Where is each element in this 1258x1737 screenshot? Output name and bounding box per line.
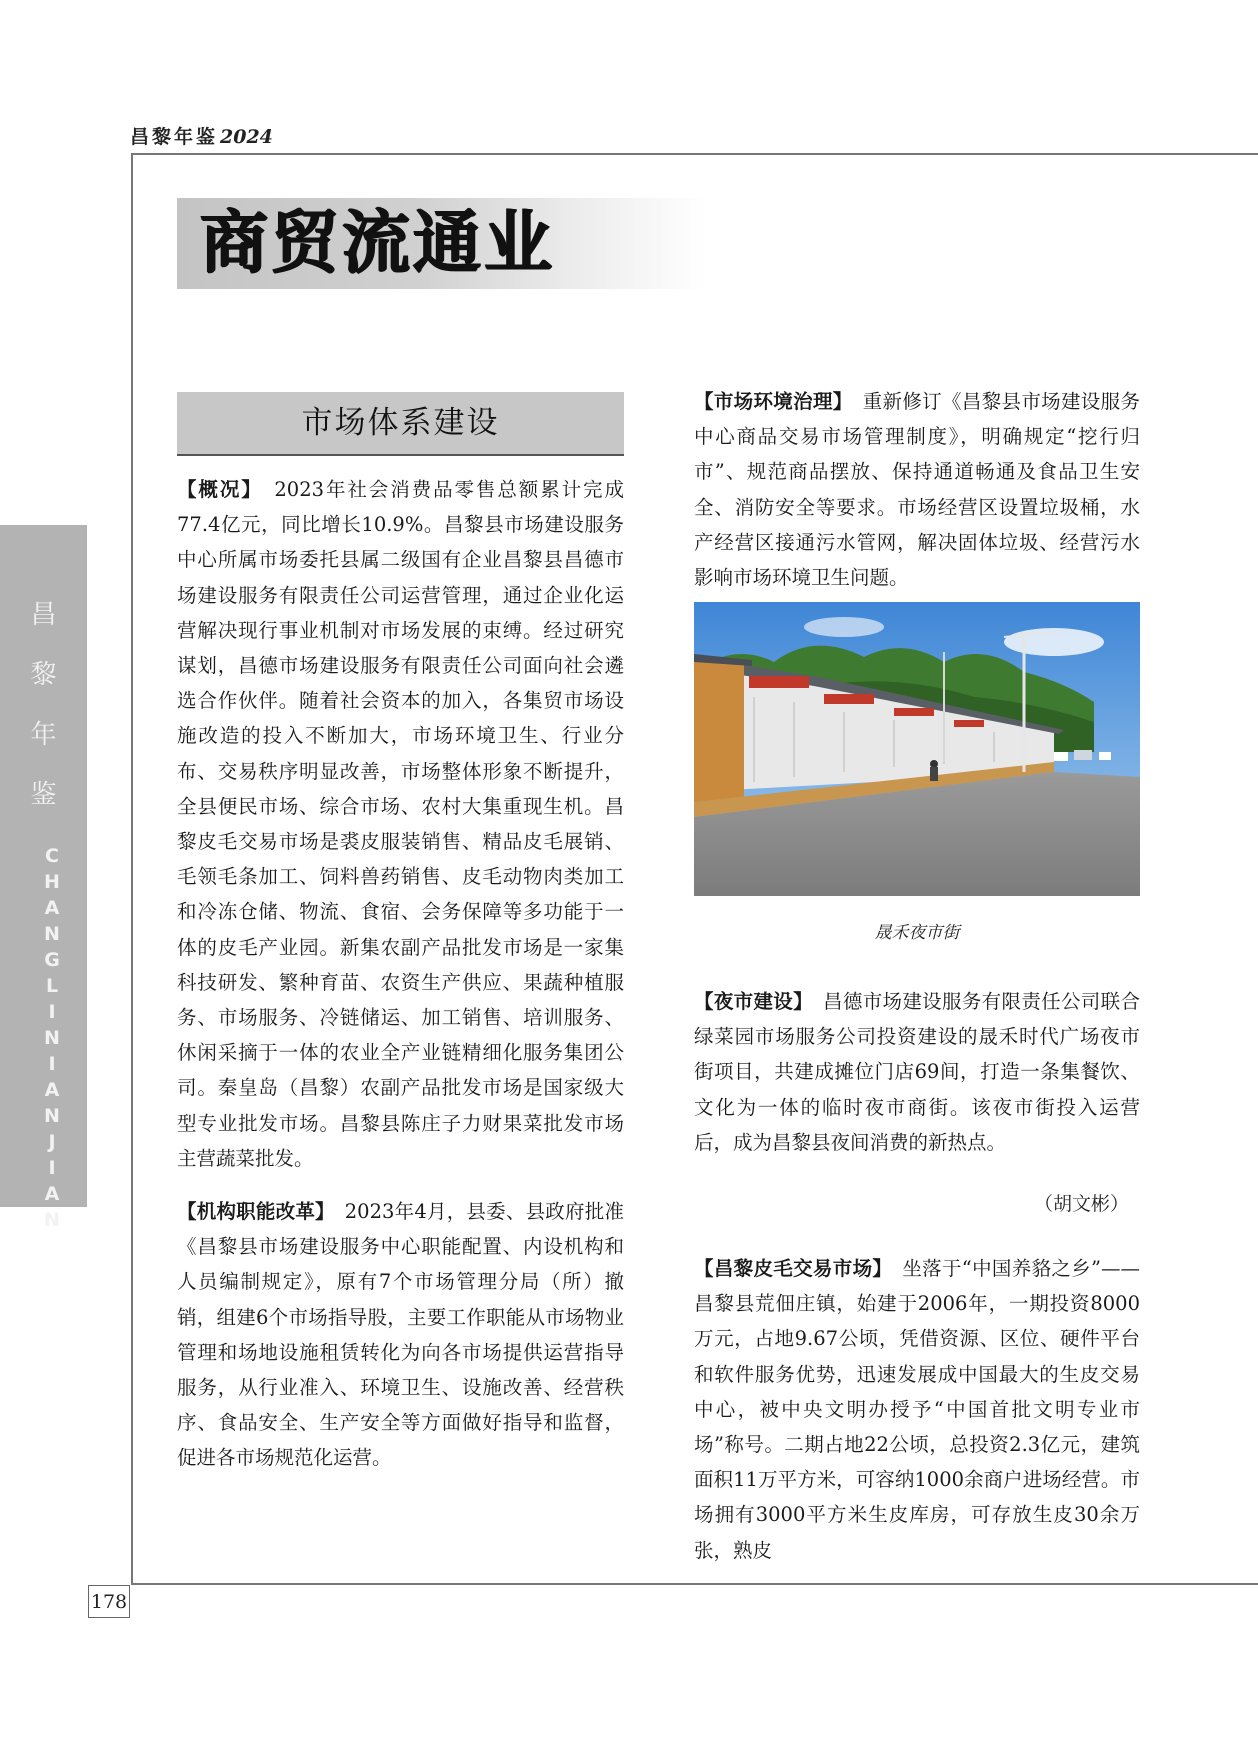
- right-column-top: [694, 384, 1140, 595]
- page-number: 178: [88, 1585, 130, 1618]
- paragraph-text: 坐落于“中国养貉之乡”——昌黎县荒佃庄镇，始建于2006年，一期投资8000万元，占地9.67公顷，凭借资源、区位、硬件平台和软件服务优势，迅速发展成中国最大的生皮交易中心，被中央文明办授予“中国首批文明专业市场”称号。二期占地22公顷，总投资2.3亿元，建筑面积11万平方米，可容纳1000余商户进场经营。市场拥有3000平方米生皮库房，可存放生皮30余万张，熟皮: [694, 1257, 1140, 1562]
- photo-caption: 晟禾夜市街: [874, 923, 960, 943]
- paragraph-night-market: [694, 984, 1140, 1160]
- paragraph-text: 2023年社会消费品零售总额累计完成77.4亿元，同比增长10.9%。昌黎县市场建设服务中心所属市场委托县属二级国有企业昌黎县昌德市场建设服务有限责任公司运营管理，通过企业化运营解决现行事业机制对市场发展的束缚。经过研究谋划，昌德市场建设服务有限责任公司面向社会遴选合作伙伴。随着社会资本的加入，各集贸市场设施改造的投入不断加大，市场环境卫生、行业分布、交易秩序明显改善，市场整体形象不断提升，全县便民市场、综合市场、农村大集重现生机。昌黎皮毛交易市场是裘皮服装销售、精品皮毛展销、毛领毛条加工、饲料兽药销售、皮毛动物肉类加工和冷冻仓储、物流、食宿、会务保障等多功能于一体的皮毛产业园。新集农副产品批发市场是一家集科技研发、繁种育苗、农资生产供应、果蔬种植服务、市场服务、冷链储运、加工销售、培训服务、休闲采摘于一体的农业全产业链精细化服务集团公司。秦皇岛（昌黎）农副产品批发市场是国家级大型专业批发市场。昌黎县陈庄子力财果菜批发市场主营蔬菜批发。: [177, 478, 624, 1170]
- paragraph-keyword: 【市场环境治理】: [694, 390, 843, 413]
- right-column-bottom: [694, 1251, 1140, 1568]
- side-tab-char: 黎: [30, 660, 57, 690]
- section-title: 市场体系建设: [177, 392, 624, 456]
- chapter-title: 商贸流通业: [200, 204, 556, 283]
- paragraph-keyword: 【昌黎皮毛交易市场】: [694, 1257, 883, 1280]
- side-tab-char: 鉴: [30, 780, 57, 810]
- page-frame-top: [131, 153, 1258, 155]
- night-market-photo: [694, 602, 1140, 896]
- paragraph-keyword: 【夜市建设】: [694, 990, 804, 1013]
- running-header: [130, 122, 273, 149]
- paragraph-keyword: 【概况】: [177, 478, 253, 501]
- paragraph-environment: [694, 384, 1140, 595]
- side-tab-char: 年: [30, 720, 57, 750]
- side-tab-chinese: [0, 585, 87, 825]
- side-tab: [0, 525, 87, 1235]
- side-tab-latin: CHANGLINIANJIAN: [41, 845, 63, 1235]
- left-column: [177, 472, 624, 1476]
- right-column-middle: [694, 984, 1140, 1160]
- paragraph-text: 重新修订《昌黎县市场建设服务中心商品交易市场管理制度》，明确规定“挖行归市”、规范商品摆放、保持通道畅通及食品卫生安全、消防安全等要求。市场经营区设置垃圾桶，水产经营区接通污水管网，解决固体垃圾、经营污水影响市场环境卫生问题。: [694, 390, 1140, 590]
- paragraph-text: 2023年4月，县委、县政府批准《昌黎县市场建设服务中心职能配置、内设机构和人员编制规定》，原有7个市场管理分局（所）撤销，组建6个市场指导股，主要工作职能从市场物业管理和场地设施租赁转化为向各市场提供运营指导服务，从行业准入、环境卫生、设施改善、经营秩序、食品安全、生产安全等方面做好指导和监督，促进各市场规范化运营。: [177, 1200, 624, 1470]
- page-frame-left: [131, 153, 133, 1585]
- side-tab-char: 昌: [30, 600, 57, 630]
- paragraph-reform: [177, 1194, 624, 1476]
- paragraph-fur-market: [694, 1251, 1140, 1568]
- paragraph-keyword: 【机构职能改革】: [177, 1200, 326, 1224]
- night-market-illustration: [694, 602, 1140, 896]
- page-frame-bottom: [131, 1583, 1258, 1585]
- book-title: 昌黎年鉴: [130, 126, 219, 148]
- paragraph-text: 昌德市场建设服务有限责任公司联合绿菜园市场服务公司投资建设的晟禾时代广场夜市街项目，共建成摊位门店69间，打造一条集餐饮、文化为一体的临时夜市商街。该夜市街投入运营后，成为昌黎县夜间消费的新热点。: [694, 990, 1140, 1154]
- paragraph-overview: [177, 472, 624, 1176]
- author-credit: （胡文彬）: [1034, 1193, 1130, 1215]
- book-year: 2024: [220, 126, 273, 148]
